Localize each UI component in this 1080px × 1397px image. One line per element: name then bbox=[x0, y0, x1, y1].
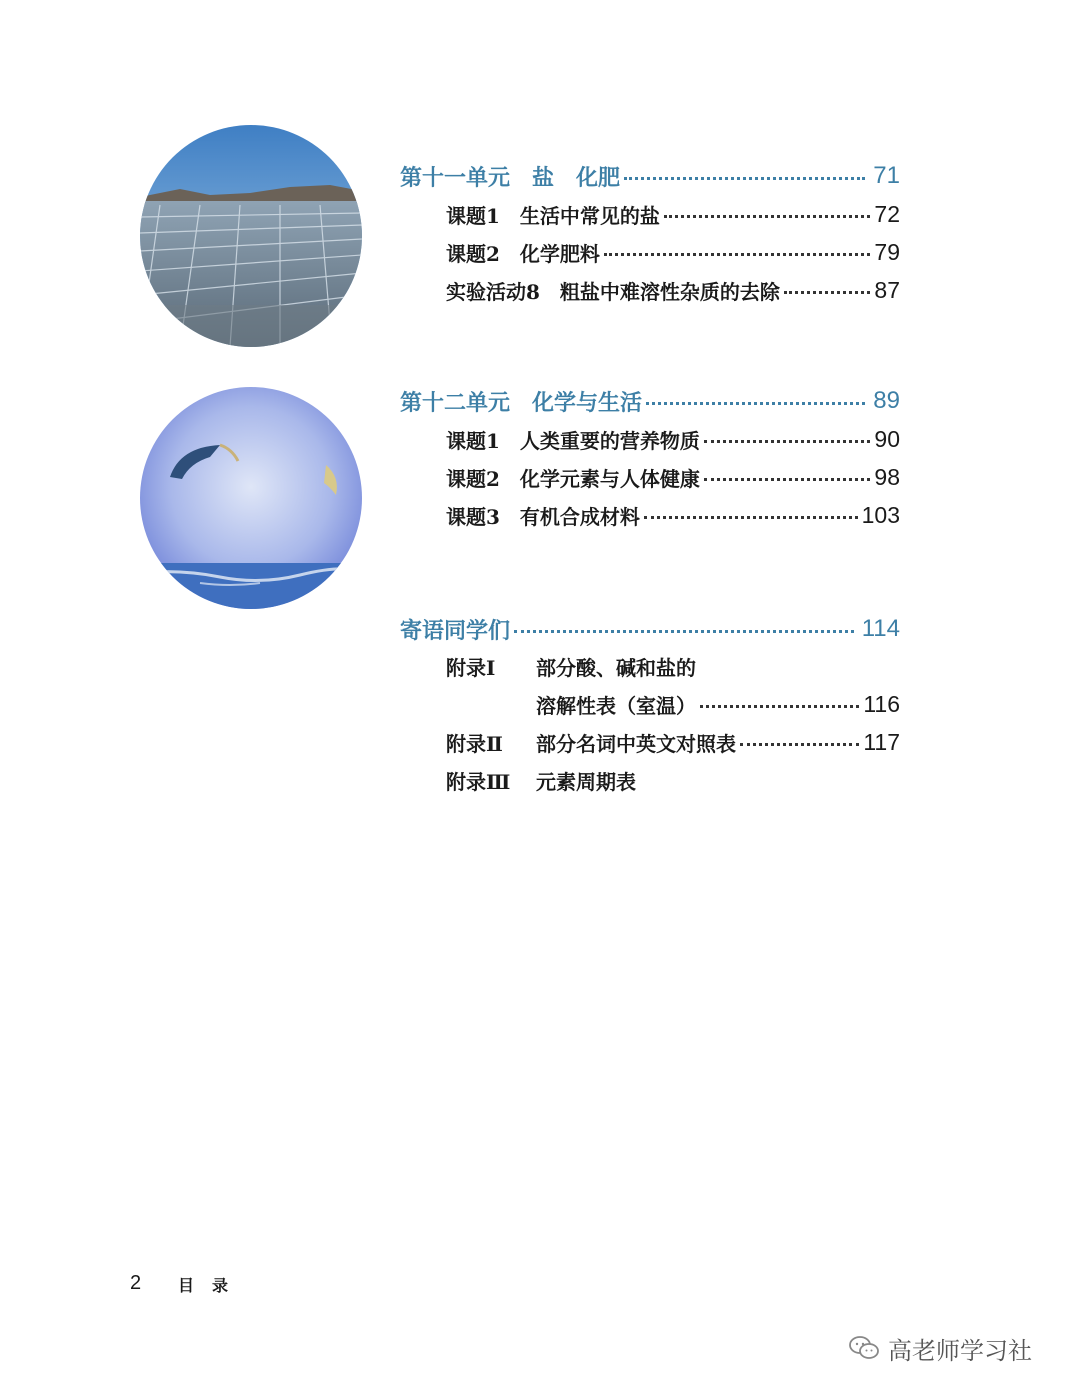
dot-leader bbox=[784, 291, 870, 294]
unit-12-page: 89 bbox=[873, 387, 900, 414]
dot-leader bbox=[704, 440, 870, 443]
unit-11-title: 第十一单元 盐 化肥 bbox=[400, 164, 621, 191]
kitesurf-photo bbox=[140, 387, 362, 609]
dot-leader bbox=[644, 516, 858, 519]
appendix-label: 部分名词中英文对照表 bbox=[536, 731, 736, 756]
appendix-page: 116 bbox=[863, 690, 900, 717]
appendix-key: 附录Ⅱ bbox=[446, 731, 503, 756]
dot-leader bbox=[664, 215, 870, 218]
unit-12-heading[interactable] bbox=[400, 383, 900, 419]
toc-entry-12-3[interactable] bbox=[446, 497, 900, 533]
toc-entry-label: 课题3 有机合成材料 bbox=[446, 504, 640, 529]
toc-entry-12-1[interactable] bbox=[446, 421, 900, 457]
closing-heading[interactable] bbox=[400, 611, 900, 647]
appendix-1-cont[interactable] bbox=[446, 686, 900, 722]
toc-entry-12-2[interactable] bbox=[446, 459, 900, 495]
toc-entry-label: 课题2 化学肥料 bbox=[446, 241, 600, 266]
appendix-3[interactable] bbox=[446, 762, 900, 798]
toc-entry-page: 98 bbox=[874, 463, 900, 490]
page-number: 2 bbox=[130, 1272, 142, 1294]
dot-leader bbox=[624, 177, 865, 180]
appendix-key: 附录Ⅲ bbox=[446, 769, 511, 794]
appendix-label: 部分酸、碱和盐的 bbox=[536, 655, 696, 680]
toc-entry-page: 90 bbox=[874, 425, 900, 452]
dot-leader bbox=[700, 705, 859, 708]
unit-11-page: 71 bbox=[873, 162, 900, 189]
toc-entry-page: 79 bbox=[874, 238, 900, 265]
dot-leader bbox=[704, 478, 870, 481]
watermark bbox=[848, 1330, 1032, 1366]
dot-leader bbox=[646, 402, 865, 405]
unit-12-title: 第十二单元 化学与生活 bbox=[400, 389, 643, 416]
wechat-icon bbox=[848, 1335, 880, 1361]
dot-leader bbox=[740, 743, 859, 746]
toc-entry-page: 103 bbox=[861, 501, 900, 528]
toc-entry-label: 实验活动8 粗盐中难溶性杂质的去除 bbox=[446, 279, 780, 304]
dot-leader bbox=[514, 630, 854, 633]
toc-entry-11-2[interactable] bbox=[446, 234, 900, 270]
appendix-2[interactable] bbox=[446, 724, 900, 760]
toc-entry-page: 87 bbox=[874, 276, 900, 303]
closing-title: 寄语同学们 bbox=[400, 617, 511, 644]
appendix-label: 元素周期表 bbox=[536, 769, 636, 794]
appendix-key: 附录Ⅰ bbox=[446, 655, 496, 680]
appendix-label: 溶解性表（室温） bbox=[536, 693, 696, 718]
dot-leader bbox=[604, 253, 870, 256]
watermark-text: 高老师学习社 bbox=[888, 1336, 1032, 1365]
toc-entry-11-3[interactable] bbox=[446, 272, 900, 308]
toc-entry-label: 课题2 化学元素与人体健康 bbox=[446, 466, 700, 491]
toc-entry-label: 课题1 生活中常见的盐 bbox=[446, 203, 660, 228]
salt-field-photo bbox=[140, 125, 362, 347]
toc-entry-page: 72 bbox=[874, 200, 900, 227]
closing-page: 114 bbox=[861, 615, 900, 642]
toc-entry-11-1[interactable] bbox=[446, 196, 900, 232]
toc-entry-label: 课题1 人类重要的营养物质 bbox=[446, 428, 700, 453]
running-title: 目录 bbox=[178, 1276, 247, 1295]
appendix-page: 117 bbox=[863, 728, 900, 755]
appendix-1[interactable] bbox=[446, 648, 900, 684]
unit-11-heading[interactable] bbox=[400, 158, 900, 194]
